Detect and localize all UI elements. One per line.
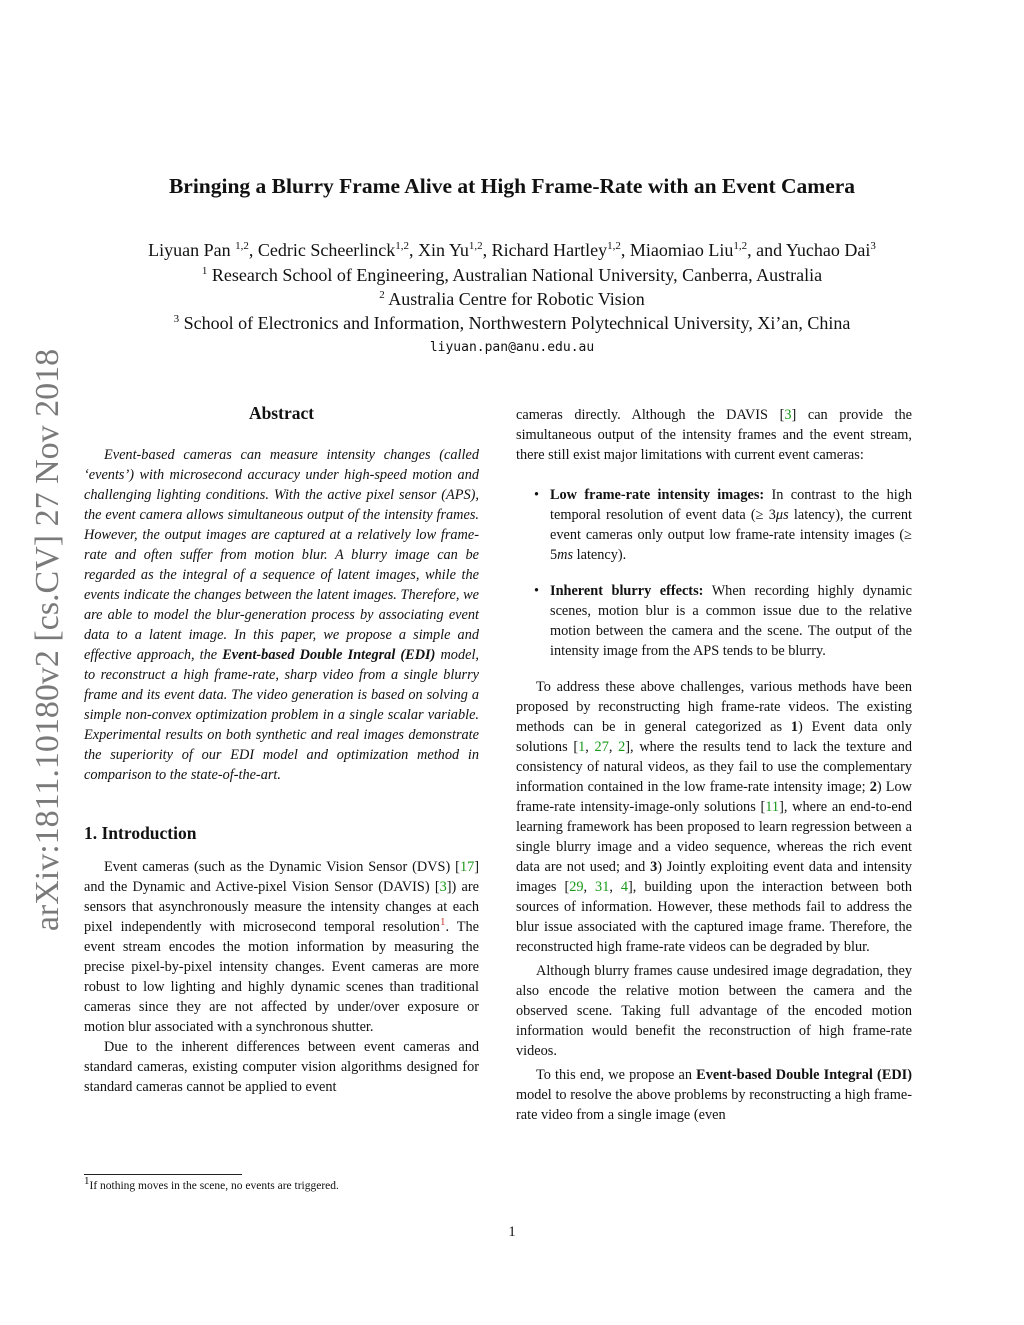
- citation-link[interactable]: 3: [439, 879, 447, 895]
- separator: ,: [482, 240, 492, 260]
- citation-link[interactable]: 3: [784, 407, 792, 423]
- unit: μs: [775, 507, 789, 523]
- author-affil: 1,2: [468, 240, 483, 252]
- affiliation-mark: 2: [379, 289, 385, 301]
- separator: ,: [409, 240, 419, 260]
- text: To this end, we propose an: [536, 1067, 697, 1083]
- text: Event cameras (such as the Dynamic Vision Sensor (DVS) [: [104, 859, 460, 875]
- citation-link[interactable]: 27: [594, 739, 609, 755]
- author-email[interactable]: liyuan.pan@anu.edu.au: [429, 340, 595, 355]
- text: In contrast to the high temporal resolution of event data (≥ 3: [550, 487, 912, 523]
- affiliation-mark: 1: [201, 265, 208, 277]
- author-affil: 1,2: [235, 240, 249, 252]
- bullet-icon: •: [534, 583, 540, 599]
- affiliation-text: Research School of Engineering, Australian National University, Canberra, Australia: [207, 265, 823, 285]
- right-column: [516, 405, 912, 1125]
- author-affil: 1,2: [395, 240, 410, 252]
- right-paragraph-3: [516, 1065, 912, 1125]
- citation-link[interactable]: 2: [618, 739, 626, 755]
- bullet-item-2: [516, 581, 912, 661]
- paper-title: Bringing a Blurry Frame Alive at High Frame-Rate with an Event Camera: [168, 174, 856, 198]
- text: latency).: [573, 547, 627, 563]
- abstract-heading: Abstract: [248, 403, 315, 423]
- affiliation-text: Australia Centre for Robotic Vision: [384, 289, 645, 309]
- abstract-part: model, to reconstruct a high frame-rate, sharp video from a single blurry frame and its event data. The video generation is based on solving a simple non-convex optimization problem in a single scalar variable. Experimental results on both synthetic and real images demonstrate the superiority of our EDI model and optimization method in comparison to the state-of-the-art.: [84, 647, 479, 783]
- model-name: Event-based Double Integral (EDI): [696, 1067, 912, 1083]
- text: To address these above challenges, various methods have been proposed by reconstructing high frame-rate videos. The existing methods can be in general categorized as: [516, 679, 912, 735]
- citation-link[interactable]: 17: [459, 859, 475, 875]
- bullet-heading: Inherent blurry effects:: [550, 583, 704, 599]
- text: ], where an end-to-end learning framework has been proposed to learn regression between a single blurry image and a video sequence, whereas the rich event data are not used; and: [516, 799, 912, 875]
- abstract-part: Event-based cameras can measure intensity changes (called ‘events’) with microsecond accuracy under high-speed motion and challenging lighting conditions. With the active pixel sensor (APS), the event camera allows simultaneous output of the intensity frames. However, the output images are captured at a relatively low frame-rate and often suffer from motion blur. A blurry image can be regarded as the integral of a sequence of latent images, while the events indicate the changes between the latent images. Therefore, we are able to model the blur-generation process by associating event data to a latent image. In this paper, we propose a simple and effective approach, the: [84, 447, 479, 663]
- text: model to resolve the above problems by reconstructing a high frame-rate video from a single image (even: [516, 1087, 912, 1123]
- text: ]) are sensors that asynchronously measure the intensity changes at each pixel independently with microsecond temporal resolution: [84, 879, 479, 935]
- abstract-model-name: Event-based Double Integral (EDI): [222, 647, 436, 663]
- enum-number: 1: [790, 719, 799, 735]
- text: ) Jointly exploiting event data and intensity images [: [516, 859, 912, 895]
- bullet-heading: Low frame-rate intensity images:: [550, 487, 765, 503]
- abstract-text: [84, 445, 479, 785]
- author: Xin Yu: [418, 240, 469, 260]
- text: ] can provide the simultaneous output of the intensity frames and the event stream, there still exist major limitations with current event cameras:: [516, 407, 912, 463]
- unit: ms: [557, 547, 574, 563]
- affiliation-1: [40, 265, 984, 286]
- text: latency), the current event cameras only output low frame-rate intensity images (≥ 5: [550, 507, 912, 563]
- affiliation-3: [40, 313, 984, 334]
- footnote-text: If nothing moves in the scene, no events are triggered.: [89, 1180, 339, 1192]
- text: When recording highly dynamic scenes, motion blur is a common issue due to the relative motion between the camera and the scene. The output of the intensity image from the APS tends to be blurry.: [550, 583, 912, 659]
- left-column: [84, 403, 479, 1097]
- right-paragraph-0: [516, 405, 912, 465]
- text: . The event stream encodes the motion information by measuring the precise pixel-by-pixel intensity changes. Event cameras are more robust to low lighting and highly dynamic scenes than traditional cameras since they are not affected by under/over exposure or motion blur associated with a synchronous shutter.: [84, 919, 479, 1035]
- author: Cedric Scheerlinck: [257, 240, 396, 260]
- separator: , and: [747, 240, 786, 260]
- enum-number: 3: [650, 859, 658, 875]
- affiliation-mark: 3: [173, 313, 180, 325]
- author-affil: 1,2: [733, 240, 748, 252]
- citation-link[interactable]: 11: [765, 799, 780, 815]
- right-paragraph-2: Although blurry frames cause undesired image degradation, they also encode the relative motion between the camera and the observed scene. Taking full advantage of the encoded motion information would benefit the reconstruction of high frame-rate videos.: [516, 963, 912, 1059]
- bullet-icon: •: [534, 487, 540, 503]
- affiliation-2: [40, 289, 984, 310]
- text: ) Event data only solutions [: [516, 719, 913, 755]
- separator: ,: [620, 240, 630, 260]
- right-paragraph-1: To address these above challenges, various methods have been proposed by reconstructing high frame-rate videos. The existing methods can be in general categorized as 1) Event data only solutions [1, 27, 2], where the results tend to lack the texture and consistency of natural videos, as they fail to use the complementary information contained in the low frame-rate intensity image; 2) Low frame-rate intensity-image-only solutions [11], where an end-to-end learning framework has been proposed to learn regression between a single blurry image and a video sequence, whereas the rich event data are not used; and 3) Jointly exploiting event data and intensity images [29, 31, 4], building upon the interaction between both sources of information. However, these methods fail to address the blur issue associated with the captured image frame. Therefore, the reconstructed high frame-rate videos can be degraded by blur.: [516, 679, 913, 955]
- section-heading-introduction: 1. Introduction: [84, 823, 197, 843]
- citation-link[interactable]: 4: [620, 879, 629, 895]
- citation-link[interactable]: 29: [569, 879, 584, 895]
- text: ] and the Dynamic and Active-pixel Vision Sensor (DAVIS) [: [84, 859, 479, 895]
- text: ], building upon the interaction between both sources of information. However, these methods fail to address the blur issue associated with the captured image frame. Therefore, the reconstructed high frame-rate videos can be degraded by blur.: [516, 879, 912, 955]
- separator: ,: [248, 240, 258, 260]
- footnote-rule: [84, 1174, 242, 1175]
- text: ) Low frame-rate intensity-image-only solutions [: [516, 779, 912, 815]
- page-number: 1: [508, 1224, 516, 1240]
- affiliation-text: School of Electronics and Information, Northwestern Polytechnical University, Xi’an, China: [179, 313, 851, 333]
- arxiv-id: arXiv:1811.10180v2 [cs.CV] 27 Nov 2018: [29, 348, 66, 932]
- bullet-item-1: [516, 485, 912, 565]
- author-affil: 3: [870, 240, 876, 252]
- enum-number: 2: [869, 779, 877, 795]
- footnote: [84, 1175, 484, 1192]
- text: ], where the results tend to lack the texture and consistency of natural videos, as they fail to use the complementary information contained in the low frame-rate intensity image;: [516, 739, 912, 795]
- author-list: [40, 240, 984, 261]
- citation-link[interactable]: 1: [578, 739, 586, 755]
- author: Liyuan Pan: [148, 240, 236, 260]
- text: cameras directly. Although the DAVIS [: [516, 407, 785, 423]
- intro-paragraph-1: [84, 857, 479, 1037]
- footnote-link[interactable]: 1: [439, 916, 446, 929]
- intro-paragraph-2: Due to the inherent differences between event cameras and standard cameras, existing computer vision algorithms designed for standard cameras cannot be applied to event: [84, 1039, 479, 1095]
- citation-link[interactable]: 31: [595, 879, 610, 895]
- author: Miaomiao Liu: [629, 240, 734, 260]
- author-affil: 1,2: [607, 240, 621, 252]
- author: Yuchao Dai: [785, 240, 871, 260]
- footnote-number: 1: [84, 1175, 90, 1188]
- author: Richard Hartley: [491, 240, 608, 260]
